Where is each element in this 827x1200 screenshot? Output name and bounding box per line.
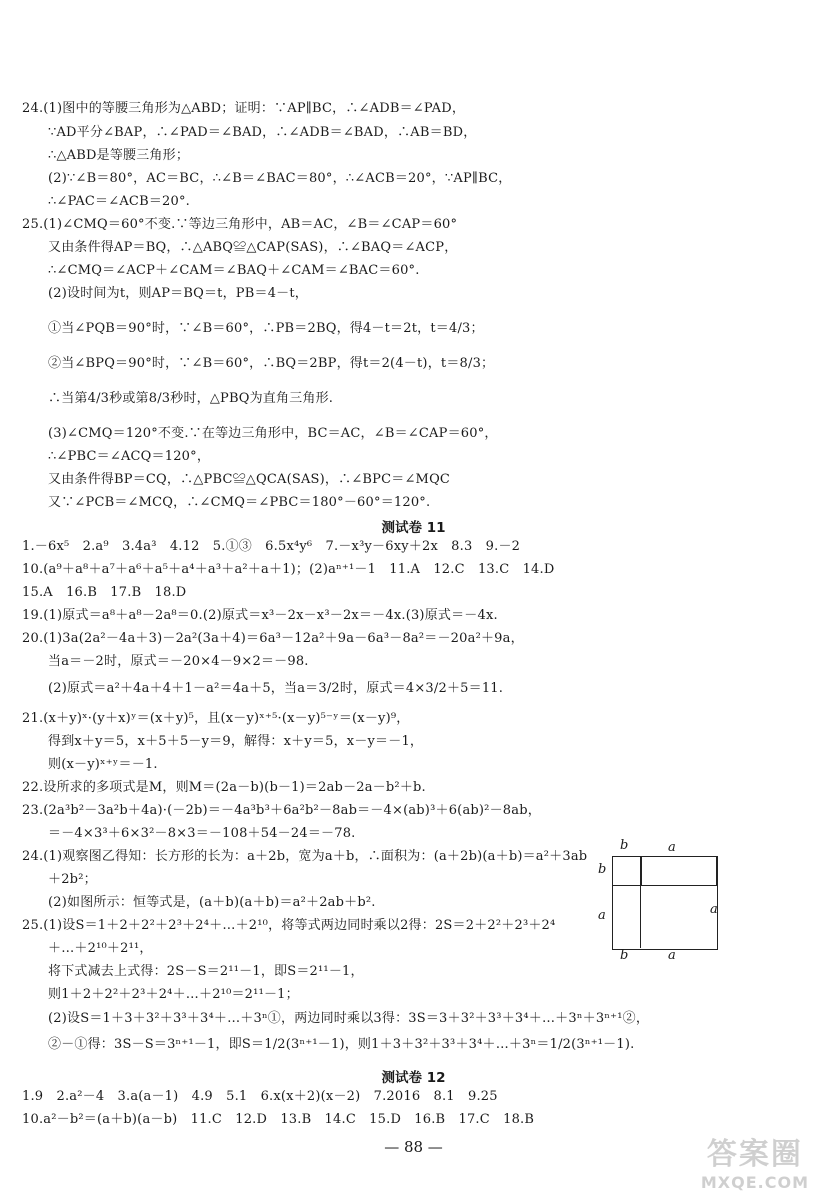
- text-line: (2)原式＝a²＋4a＋4＋1－a²＝4a＋5，当a＝3/2时，原式＝4×3/2＋5＝11.: [48, 681, 504, 696]
- text-line: 24.(1)观察图乙得知：长方形的长为：a＋2b，宽为a＋b，∴面积为：(a＋2b)(a＋b)＝a²＋3ab: [22, 849, 588, 864]
- figure-label: a: [710, 902, 718, 917]
- text-line: 10.a²－b²＝(a＋b)(a－b) 11.C 12.D 13.B 14.C 15.D 16.B 17.C 18.B: [22, 1112, 535, 1127]
- text-line: ＋2b²；: [48, 872, 97, 887]
- text-line: 又由条件得AP＝BQ，∴△ABQ≌△CAP(SAS)，∴∠BAQ＝∠ACP，: [48, 240, 458, 255]
- text-line: ∴△ABD是等腰三角形；: [48, 148, 190, 163]
- text-line: (2)设时间为t，则AP＝BQ＝t，PB＝4－t，: [48, 286, 309, 301]
- figure-label: b: [620, 948, 629, 963]
- text-line: ①当∠PQB＝90°时，∵∠B＝60°，∴PB＝2BQ，得4－t＝2t，t＝4/3；: [48, 321, 484, 336]
- text-line: 22.设所求的多项式是M，则M＝(2a－b)(b－1)＝2ab－2a－b²＋b.: [22, 780, 426, 795]
- vertical-divider: [640, 856, 641, 948]
- text-line: 得到x＋y＝5，x＋5＋5－y＝9，解得：x＋y＝5，x－y＝－1，: [48, 734, 424, 749]
- text-line: 1.9 2.a²－4 3.a(a－1) 4.9 5.1 6.x(x＋2)(x－2) 7.2016 8.1 9.25: [22, 1089, 498, 1104]
- text-line: (2)∵∠B＝80°，AC＝BC，∴∠B＝∠BAC＝80°，∴∠ACB＝20°，∵AP∥BC，: [48, 171, 512, 186]
- text-line: 则1＋2＋2²＋2³＋2⁴＋…＋2¹⁰＝2¹¹－1；: [48, 987, 299, 1002]
- figure-label: a: [668, 948, 676, 963]
- small-square: [612, 856, 642, 886]
- section-heading-test-11: 测试卷 11: [381, 520, 446, 536]
- text-line: ＋…＋2¹⁰＋2¹¹，: [48, 941, 153, 956]
- text-line: ∵AD平分∠BAP，∴∠PAD＝∠BAD，∴∠ADB＝∠BAD，∴AB＝BD，: [48, 125, 477, 140]
- watermark-logo-text: 答案圈: [706, 1137, 803, 1172]
- text-line: 10.(a⁹＋a⁸＋a⁷＋a⁶＋a⁵＋a⁴＋a³＋a²＋a＋1)；(2)aⁿ⁺¹－1 11.A 12.C 13.C 14.D: [22, 562, 555, 577]
- text-line: ∴∠PAC＝∠ACB＝20°.: [48, 194, 191, 209]
- text-line: 又由条件得BP＝CQ，∴△PBC≌△QCA(SAS)，∴∠BPC＝∠MQC: [48, 472, 451, 487]
- text-line: 则(x－y)ˣ⁺ʸ＝－1.: [48, 757, 158, 772]
- text-line: (2)如图所示：恒等式是，(a＋b)(a＋b)＝a²＋2ab＋b².: [48, 895, 376, 910]
- text-line: 将下式减去上式得：2S－S＝2¹¹－1，即S＝2¹¹－1，: [48, 964, 364, 979]
- watermark-url: MXQE.COM: [700, 1173, 809, 1192]
- text-line: 1.－6x⁵ 2.a⁹ 3.4a³ 4.12 5.①③ 6.5x⁴y⁶ 7.－x³y－6xy＋2x 8.3 9.－2: [22, 539, 521, 554]
- top-rectangle: [640, 856, 717, 886]
- text-line: ②－①得：3S－S＝3ⁿ⁺¹－1，即S＝1/2(3ⁿ⁺¹－1)，则1＋3＋3²＋3³＋3⁴＋…＋3ⁿ＝1/2(3ⁿ⁺¹－1).: [48, 1037, 635, 1052]
- text-line: 25.(1)∠CMQ＝60°不变.∵等边三角形中，AB＝AC，∠B＝∠CAP＝60°: [22, 217, 458, 232]
- figure-label: a: [668, 840, 676, 855]
- text-line: 19.(1)原式＝a⁸＋a⁸－2a⁸＝0.(2)原式＝x³－2x－x³－2x＝－4x.(3)原式＝－4x.: [22, 608, 498, 623]
- text-line: 又∵∠PCB＝∠MCQ，∴∠CMQ＝∠PBC＝180°－60°＝120°.: [48, 495, 431, 510]
- text-line: (3)∠CMQ＝120°不变.∵在等边三角形中，BC＝AC，∠B＝∠CAP＝60°，: [48, 426, 498, 441]
- text-line: 15.A 16.B 17.B 18.D: [22, 585, 187, 600]
- text-line: 25.(1)设S＝1＋2＋2²＋2³＋2⁴＋…＋2¹⁰，将等式两边同时乘以2得：2S＝2＋2²＋2³＋2⁴: [22, 918, 556, 933]
- text-line: 24.(1)图中的等腰三角形为△ABD；证明：∵AP∥BC，∴∠ADB＝∠PAD，: [22, 101, 466, 116]
- rectangle-figure: [598, 838, 723, 963]
- text-line: ＝－4×3³＋6×3²－8×3＝－108＋54－24＝－78.: [48, 826, 356, 841]
- text-line: ∴∠CMQ＝∠ACP＋∠CAM＝∠BAQ＋∠CAM＝∠BAC＝60°.: [48, 263, 420, 278]
- figure-label: b: [598, 862, 607, 877]
- section-heading-test-12: 测试卷 12: [381, 1070, 446, 1086]
- page-number: — 88 —: [384, 1138, 443, 1156]
- figure-label: b: [620, 838, 629, 853]
- text-line: 23.(2a³b²－3a²b＋4a)·(－2b)＝－4a³b³＋6a²b²－8ab＝－4×(ab)³＋6(ab)²－8ab，: [22, 803, 541, 818]
- text-line: ∴∠PBC＝∠ACQ＝120°，: [48, 449, 211, 464]
- text-line: ②当∠BPQ＝90°时，∵∠B＝60°，∴BQ＝2BP，得t＝2(4－t)，t＝8/3；: [48, 356, 495, 371]
- text-line: 21.(x＋y)ˣ·(y＋x)ʸ＝(x＋y)⁵，且(x－y)ˣ⁺⁵·(x－y)⁵⁻ʸ＝(x－y)⁹，: [22, 711, 410, 726]
- text-line: (2)设S＝1＋3＋3²＋3³＋3⁴＋…＋3ⁿ①，两边同时乘以3得：3S＝3＋3²＋3³＋3⁴＋…＋3ⁿ＋3ⁿ⁺¹②，: [48, 1011, 650, 1026]
- text-line: 当a＝－2时，原式＝－20×4－9×2＝－98.: [48, 654, 309, 669]
- text-line: 20.(1)3a(2a²－4a＋3)－2a²(3a＋4)＝6a³－12a²＋9a－6a³－8a²＝－20a²＋9a，: [22, 631, 524, 646]
- figure-label: a: [598, 908, 606, 923]
- watermark-logo: [701, 1129, 809, 1192]
- text-line: ∴当第4/3秒或第8/3秒时，△PBQ为直角三角形.: [48, 391, 334, 406]
